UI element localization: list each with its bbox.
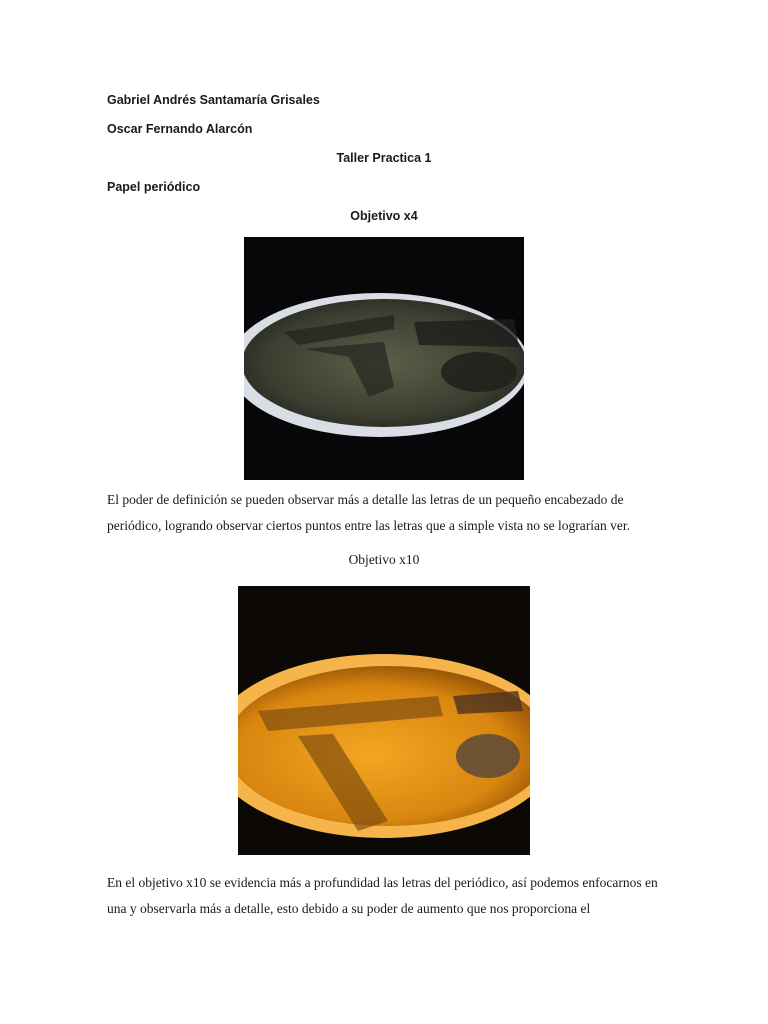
microscope-photo-x10 (238, 586, 530, 855)
figure-1-caption: Objetivo x4 (350, 209, 418, 223)
paragraph-2: En el objetivo x10 se evidencia más a profundidad las letras del periódico, así podemos enfocarnos en una y observarla más a detalle, esto debido a su poder de aumento que nos proporciona el (107, 875, 658, 916)
figure-2-caption: Objetivo x10 (348, 552, 420, 567)
section-heading: Papel periódico (107, 180, 201, 194)
document-title: Taller Practica 1 (336, 151, 432, 165)
paragraph-1: El poder de definición se pueden observar más a detalle las letras de un pequeño encabezado de periódico, logrando observar ciertos puntos entre las letras que a simple vista no se lograrían ver. (107, 492, 630, 533)
author-name-1: Gabriel Andrés Santamaría Grisales (107, 93, 320, 107)
microscope-photo-x4 (244, 237, 524, 480)
author-name-2: Oscar Fernando Alarcón (107, 122, 253, 136)
